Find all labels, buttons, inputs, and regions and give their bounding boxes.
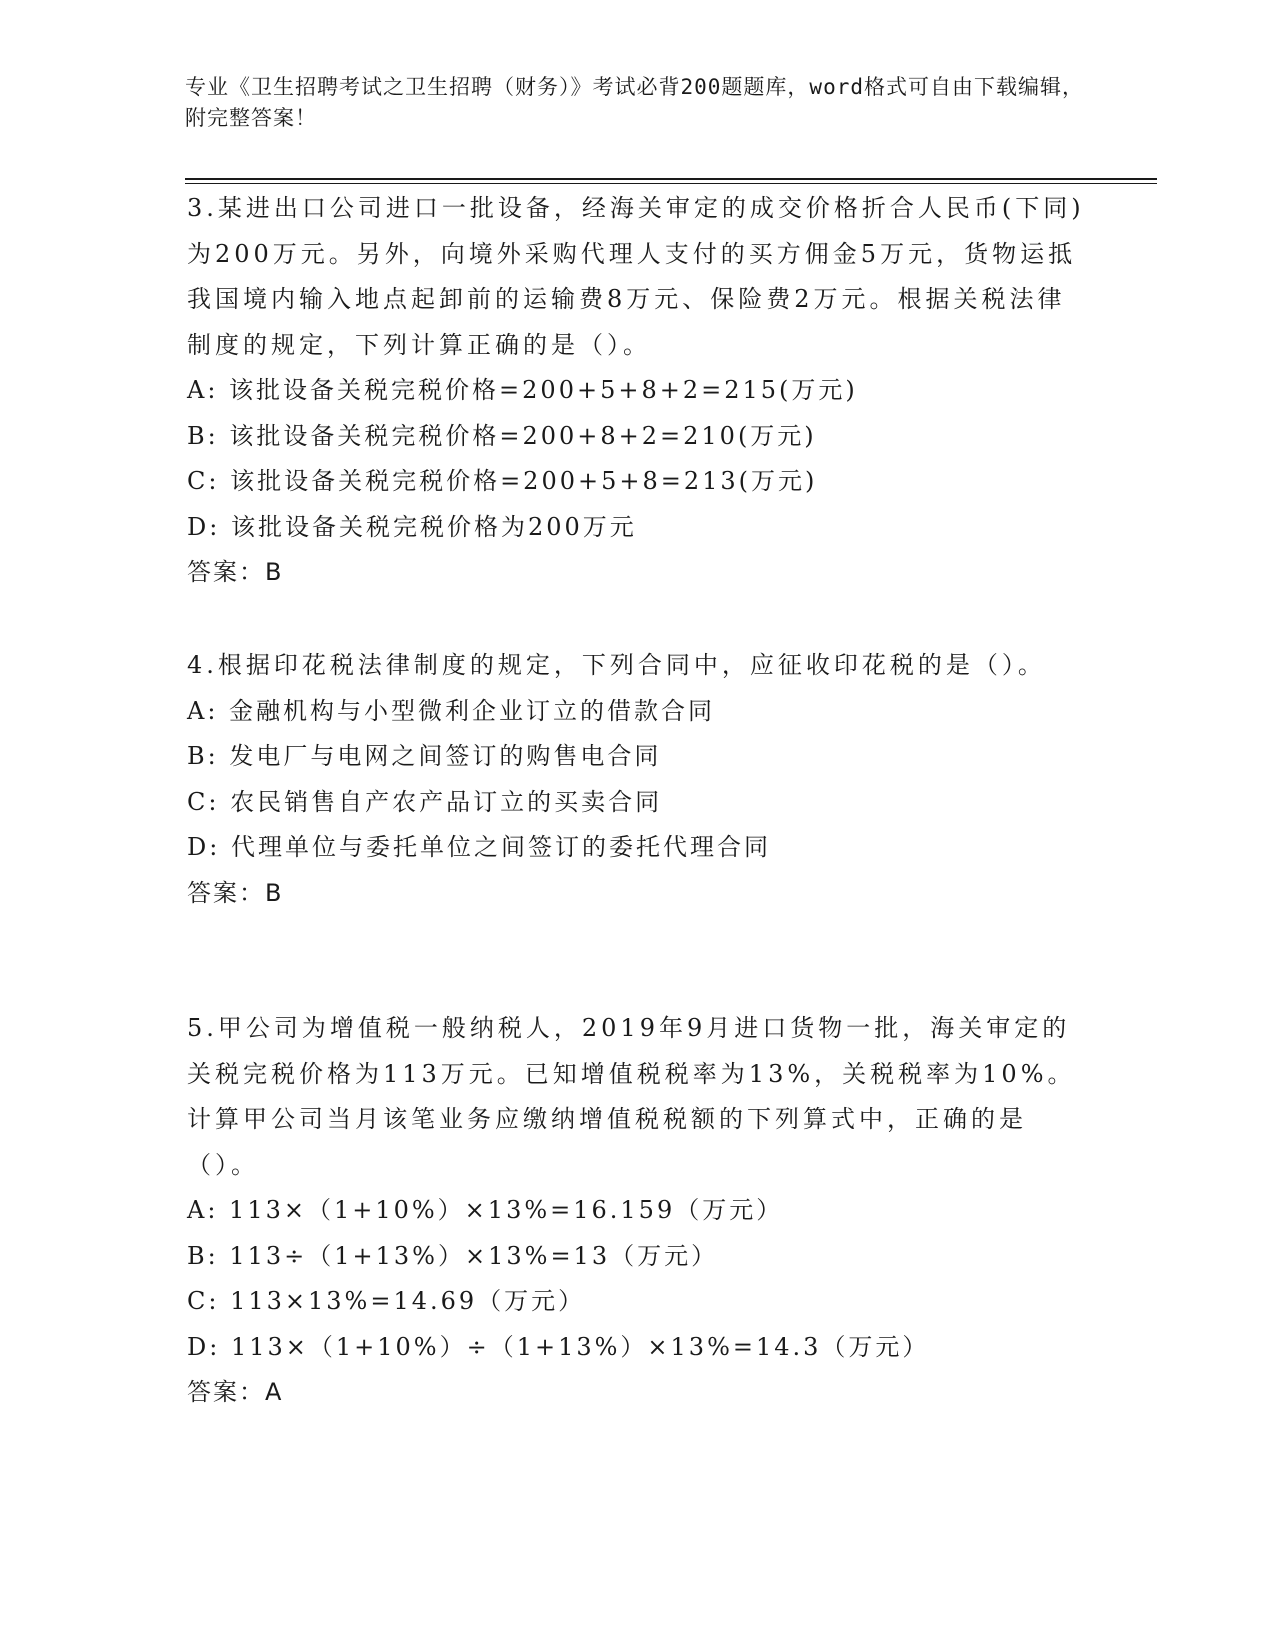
option-c: C: 农民销售自产农产品订立的买卖合同 xyxy=(187,787,663,816)
question-stem: 3.某进出口公司进口一批设备，经海关审定的成交价格折合人民币(下同)为200万元。另外，向境外采购代理人支付的买方佣金5万元，货物运抵我国境内输入地点起卸前的运输费8万元、保险费2万元。根据关税法律制度的规定，下列计算正确的是（）。 xyxy=(187,194,1085,359)
document-header: 专业《卫生招聘考试之卫生招聘（财务）》考试必背200题题库，word格式可自由下载编辑，附完整答案！ xyxy=(185,75,1084,130)
option-a: A: 金融机构与小型微利企业订立的借款合同 xyxy=(187,696,716,725)
option-c: C: 该批设备关税完税价格=200+5+8=213(万元) xyxy=(187,467,818,495)
answer: 答案：B xyxy=(187,878,284,907)
option-b: B: 113÷（1+13%）×13%=13（万元） xyxy=(187,1241,719,1270)
option-b: B: 发电厂与电网之间签订的购售电合同 xyxy=(187,742,662,770)
answer: 答案：A xyxy=(187,1378,284,1406)
option-d: D: 113×（1+10%）÷（1+13%）×13%=14.3（万元） xyxy=(187,1332,930,1361)
option-d: D: 代理单位与委托单位之间签订的委托代理合同 xyxy=(187,833,771,861)
question-5 xyxy=(187,1006,1087,1416)
header-divider-thick xyxy=(185,178,1157,180)
option-d: D: 该批设备关税完税价格为200万元 xyxy=(187,512,637,541)
question-4 xyxy=(187,643,1087,916)
header-divider-thin xyxy=(185,183,1157,184)
option-c: C: 113×13%=14.69（万元） xyxy=(187,1287,586,1315)
question-stem: 4.根据印花税法律制度的规定，下列合同中，应征收印花税的是（）。 xyxy=(187,651,1046,679)
option-a: A: 该批设备关税完税价格=200+5+8+2=215(万元) xyxy=(187,376,858,404)
option-b: B: 该批设备关税完税价格=200+8+2=210(万元) xyxy=(187,421,817,450)
option-a: A: 113×（1+10%）×13%=16.159（万元） xyxy=(187,1196,784,1224)
question-3 xyxy=(187,186,1087,596)
question-stem: 5.甲公司为增值税一般纳税人，2019年9月进口货物一批，海关审定的关税完税价格为113万元。已知增值税税率为13%，关税税率为10%。计算甲公司当月该笔业务应缴纳增值税税额的下列算式中，正确的是（）。 xyxy=(187,1014,1076,1179)
answer: 答案：B xyxy=(187,558,284,586)
